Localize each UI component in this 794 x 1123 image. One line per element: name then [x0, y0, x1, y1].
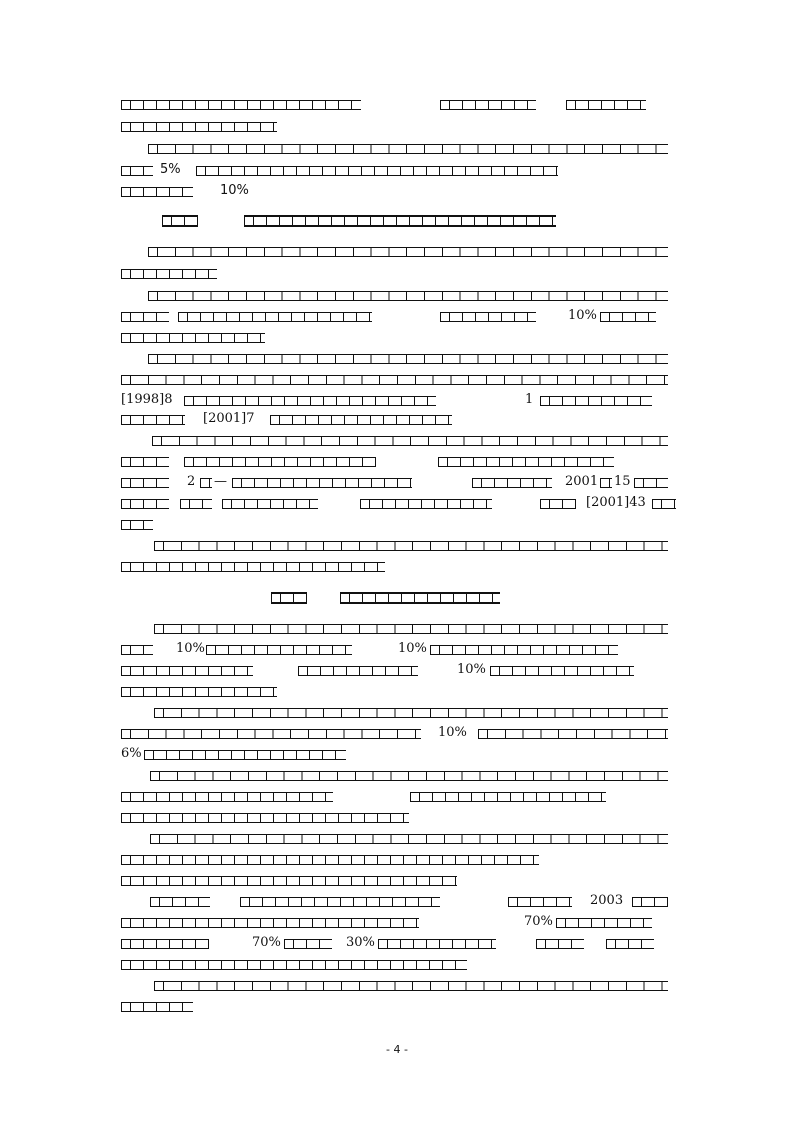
inline-value: 2003 [590, 893, 624, 908]
glyph-run [121, 645, 153, 655]
glyph-run [121, 187, 193, 197]
glyph-run [121, 478, 169, 488]
glyph-run [152, 436, 668, 446]
glyph-run [121, 792, 333, 802]
glyph-run [121, 415, 185, 425]
glyph-run [121, 876, 457, 886]
glyph-run [121, 312, 169, 322]
glyph-run [556, 918, 652, 928]
inline-value: [1998]8 [121, 392, 173, 407]
glyph-run [121, 855, 539, 865]
glyph-run [144, 750, 346, 760]
glyph-run [206, 645, 352, 655]
inline-value: 10% [438, 725, 467, 740]
inline-value: [2001]7 [203, 411, 255, 426]
glyph-run [632, 897, 668, 907]
glyph-run [148, 247, 668, 257]
glyph-run [606, 939, 654, 949]
inline-value: 2001 [565, 474, 599, 489]
glyph-run [150, 897, 210, 907]
glyph-run [121, 269, 217, 279]
heading-text [244, 215, 556, 227]
glyph-run [284, 939, 332, 949]
glyph-run [154, 541, 668, 551]
glyph-run [566, 100, 646, 110]
glyph-run [222, 499, 318, 509]
glyph-run [634, 478, 668, 488]
glyph-run [121, 729, 421, 739]
glyph-run [180, 499, 212, 509]
glyph-run [240, 897, 440, 907]
glyph-run [440, 100, 536, 110]
glyph-run [540, 499, 576, 509]
inline-value: 2 [187, 474, 196, 489]
glyph-run [438, 457, 614, 467]
inline-value: 30% [346, 935, 375, 950]
glyph-run [121, 960, 467, 970]
glyph-run [600, 478, 612, 488]
glyph-run [490, 666, 634, 676]
inline-value: 15 [614, 474, 631, 489]
glyph-run [150, 771, 668, 781]
glyph-run [508, 897, 572, 907]
inline-value: 5% [160, 162, 181, 177]
glyph-run [178, 312, 372, 322]
glyph-run [184, 396, 436, 406]
inline-value: [2001]43 [586, 495, 646, 510]
glyph-run [121, 520, 153, 530]
glyph-run [410, 792, 606, 802]
glyph-run [200, 478, 212, 488]
glyph-run [472, 478, 552, 488]
heading-text [340, 592, 500, 604]
glyph-run [121, 939, 209, 949]
glyph-run [121, 1002, 193, 1012]
inline-value: — [214, 474, 227, 489]
glyph-run [184, 457, 376, 467]
glyph-run [196, 166, 558, 176]
inline-value: 10% [457, 662, 486, 677]
glyph-run [121, 687, 277, 697]
glyph-run [121, 499, 169, 509]
glyph-run [440, 312, 536, 322]
inline-value: 1 [525, 392, 534, 407]
glyph-run [121, 457, 169, 467]
glyph-run [121, 918, 419, 928]
heading-number [271, 592, 307, 604]
glyph-run [154, 624, 668, 634]
glyph-run [154, 981, 668, 991]
inline-value: 70% [524, 914, 553, 929]
glyph-run [121, 122, 277, 132]
heading-number [162, 215, 198, 227]
glyph-run [430, 645, 618, 655]
glyph-run [232, 478, 412, 488]
glyph-run [121, 375, 668, 385]
inline-value: 10% [398, 641, 427, 656]
glyph-run [652, 499, 676, 509]
inline-value: 10% [220, 183, 249, 198]
glyph-run [148, 144, 668, 154]
inline-value: 6% [121, 746, 142, 761]
glyph-run [150, 834, 668, 844]
glyph-run [600, 312, 656, 322]
glyph-run [121, 100, 361, 110]
glyph-run [478, 729, 668, 739]
glyph-run [121, 562, 385, 572]
inline-value: 10% [568, 308, 597, 323]
glyph-run [121, 813, 409, 823]
inline-value: 70% [252, 935, 281, 950]
glyph-run [536, 939, 584, 949]
glyph-run [121, 666, 253, 676]
glyph-run [378, 939, 496, 949]
glyph-run [154, 708, 668, 718]
glyph-run [270, 415, 452, 425]
glyph-run [121, 166, 153, 176]
glyph-run [298, 666, 418, 676]
glyph-run [148, 354, 668, 364]
glyph-run [360, 499, 492, 509]
page-number: - 4 - [386, 1043, 408, 1056]
inline-value: 10% [176, 641, 205, 656]
glyph-run [148, 291, 668, 301]
glyph-run [540, 396, 652, 406]
glyph-run [121, 333, 265, 343]
